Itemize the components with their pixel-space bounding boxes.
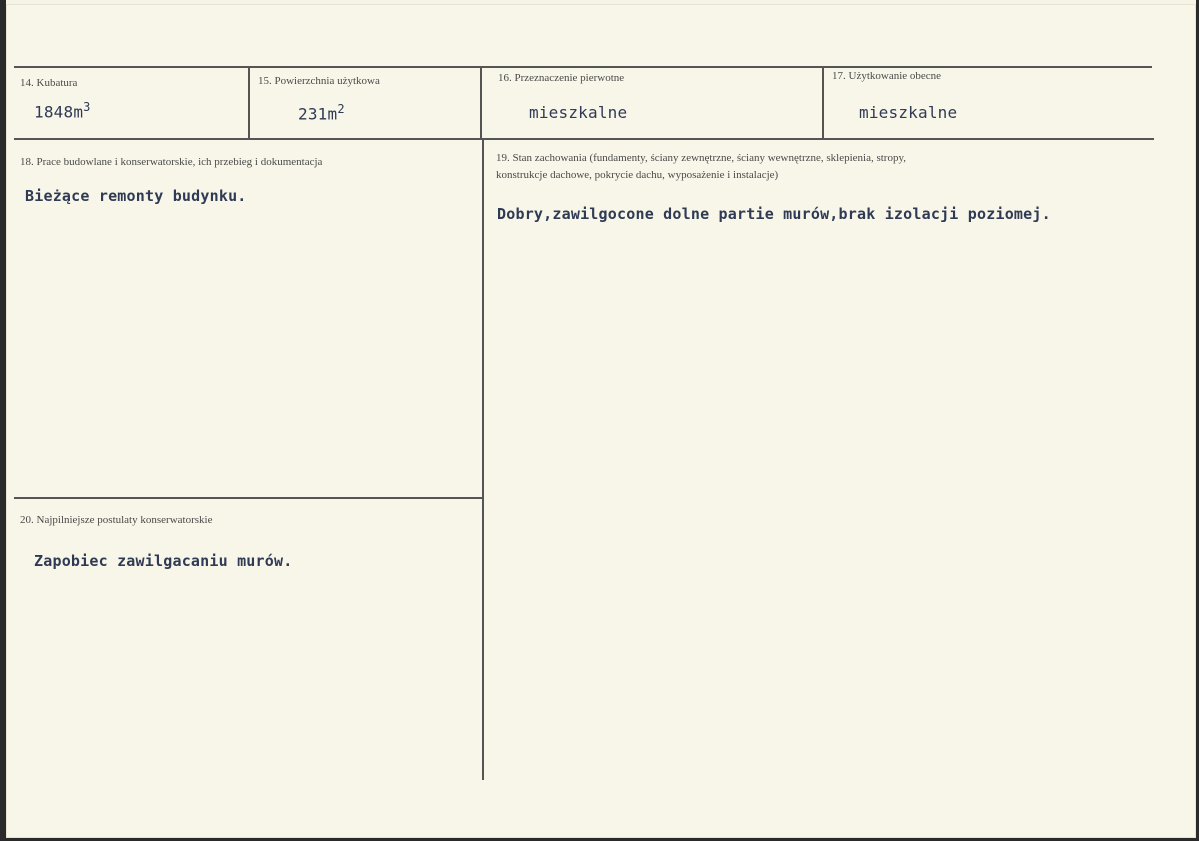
field-14-label: 14. Kubatura xyxy=(20,77,78,89)
field-20-value: Zapobiec zawilgacaniu murów. xyxy=(34,552,293,570)
scan-edge-left xyxy=(0,0,6,841)
field-20-label: 20. Najpilniejsze postulaty konserwatorskie xyxy=(20,514,213,526)
field-19-value: Dobry,zawilgocone dolne partie murów,brak izolacji poziomej. xyxy=(497,205,1051,223)
divider-16-17 xyxy=(822,66,824,140)
main-column-divider xyxy=(482,138,484,780)
field-19-label xyxy=(496,150,1116,184)
record-card xyxy=(6,4,1196,838)
field-17-label: 17. Użytkowanie obecne xyxy=(832,70,942,82)
field-18-label: 18. Prace budowlane i konserwatorskie, ich przebieg i dokumentacja xyxy=(20,156,323,168)
row2-split-rule xyxy=(14,497,482,499)
field-15-value: $231m^2$ xyxy=(298,102,345,124)
field-17-value: mieszkalne xyxy=(859,103,958,122)
row1-bottom-rule xyxy=(14,138,1154,140)
field-16-label: 16. Przeznaczenie pierwotne xyxy=(498,72,625,84)
divider-15-16 xyxy=(480,66,482,140)
field-14-value: $1848m^3$ xyxy=(34,100,91,122)
field-19-label-line2: konstrukcje dachowe, pokrycie dachu, wyposażenie i instalacje) xyxy=(496,169,779,181)
field-18-value: Bieżące remonty budynku. xyxy=(25,187,247,205)
divider-14-15 xyxy=(248,66,250,140)
field-15-label: 15. Powierzchnia użytkowa xyxy=(258,75,380,87)
top-rule xyxy=(14,66,1152,68)
field-16-value: mieszkalne xyxy=(529,103,628,122)
field-19-label-line1: 19. Stan zachowania (fundamenty, ściany zewnętrzne, ściany wewnętrzne, sklepienia, stropy, xyxy=(496,152,907,164)
